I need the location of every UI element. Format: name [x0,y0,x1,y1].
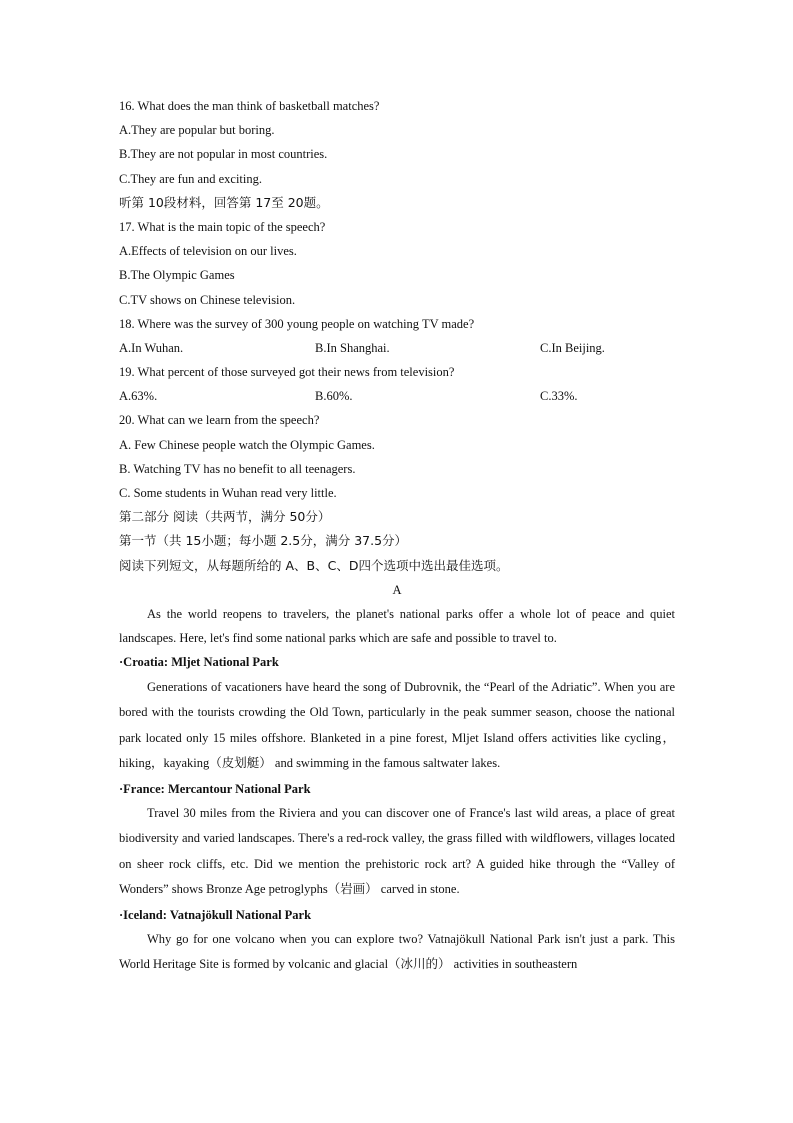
question-18: 18. Where was the survey of 300 young people on watching TV made? [119,316,475,331]
option-18a: A.In Wuhan. [119,340,184,355]
france-heading: ·France: Mercantour National Park [119,781,311,796]
question-20: 20. What can we learn from the speech? [119,413,320,428]
question-17: 17. What is the main topic of the speech? [119,219,326,234]
option-20c: C. Some students in Wuhan read very little. [119,486,337,500]
option-19a: A.63%. [119,389,158,404]
reading-instruction: 阅读下列短文，从每题所给的 A、B、C、D四个选项中选出最佳选项。 [119,557,509,573]
option-19c: C.33%. [540,389,578,404]
option-17a: A.Effects of television on our lives. [119,244,297,259]
options-18 [119,336,675,360]
croatia-paragraph: Generations of vacationers have heard the song of Dubrovnik, the “Pearl of the Adriatic”. When you are bored with the tourists crowding the Old Town, particularly in the peak summer season, choose the national park located only 15 miles offshore. Blanketed in a pine forest, Mljet Island offers activities like cycling， hiking，kayaking（皮划艇） and swimming in the famous saltwater lakes. [119,679,675,771]
section-10-instruction: 听第 10段材料，回答第 17至 20题。 [119,194,329,210]
question-16: 16. What does the man think of basketball matches? [119,99,380,113]
iceland-paragraph: Why go for one volcano when you can explore two? Vatnajökull National Park isn't just a park. This World Heritage Site is formed by volcanic and glacial（冰川的） activities in southeastern [119,931,675,972]
section-one-title: 第一节（共 15小题；每小题 2.5分，满分 37.5分） [119,533,408,549]
option-16b: B.They are not popular in most countries. [119,147,328,162]
france-paragraph: Travel 30 miles from the Riviera and you can discover one of France's last wild areas, a place of great biodiversity and varied landscapes. There's a red-rock valley, the grass filled with wildflowers, villages located on sheer rock cliffs, etc. Did we mention the prehistoric rock art? A guided hike through the “Valley of Wonders” shows Bronze Age petroglyphs（岩画） carved in stone. [119,805,675,897]
option-20a: A. Few Chinese people watch the Olympic Games. [119,437,375,452]
option-18b: B.In Shanghai. [315,340,390,355]
option-16a: A.They are popular but boring. [119,123,275,138]
passage-label: A [392,582,402,597]
option-20b: B. Watching TV has no benefit to all teenagers. [119,461,356,476]
option-16c: C.They are fun and exciting. [119,171,263,186]
options-19 [119,384,675,408]
part-two-title: 第二部分 阅读（共两节，满分 50分） [119,509,331,525]
page-content [119,94,675,978]
croatia-heading: ·Croatia: Mljet National Park [119,655,279,670]
option-19b: B.60%. [315,389,353,404]
option-18c: C.In Beijing. [540,340,605,355]
option-17b: B.The Olympic Games [119,268,235,283]
question-19: 19. What percent of those surveyed got their news from television? [119,365,455,380]
iceland-heading: ·Iceland: Vatnajökull National Park [119,907,312,922]
option-17c: C.TV shows on Chinese television. [119,292,296,307]
passage-intro: As the world reopens to travelers, the planet's national parks offer a whole lot of peace and quiet landscapes. Here, let's find some national parks which are safe and possible to travel to. [119,606,675,646]
